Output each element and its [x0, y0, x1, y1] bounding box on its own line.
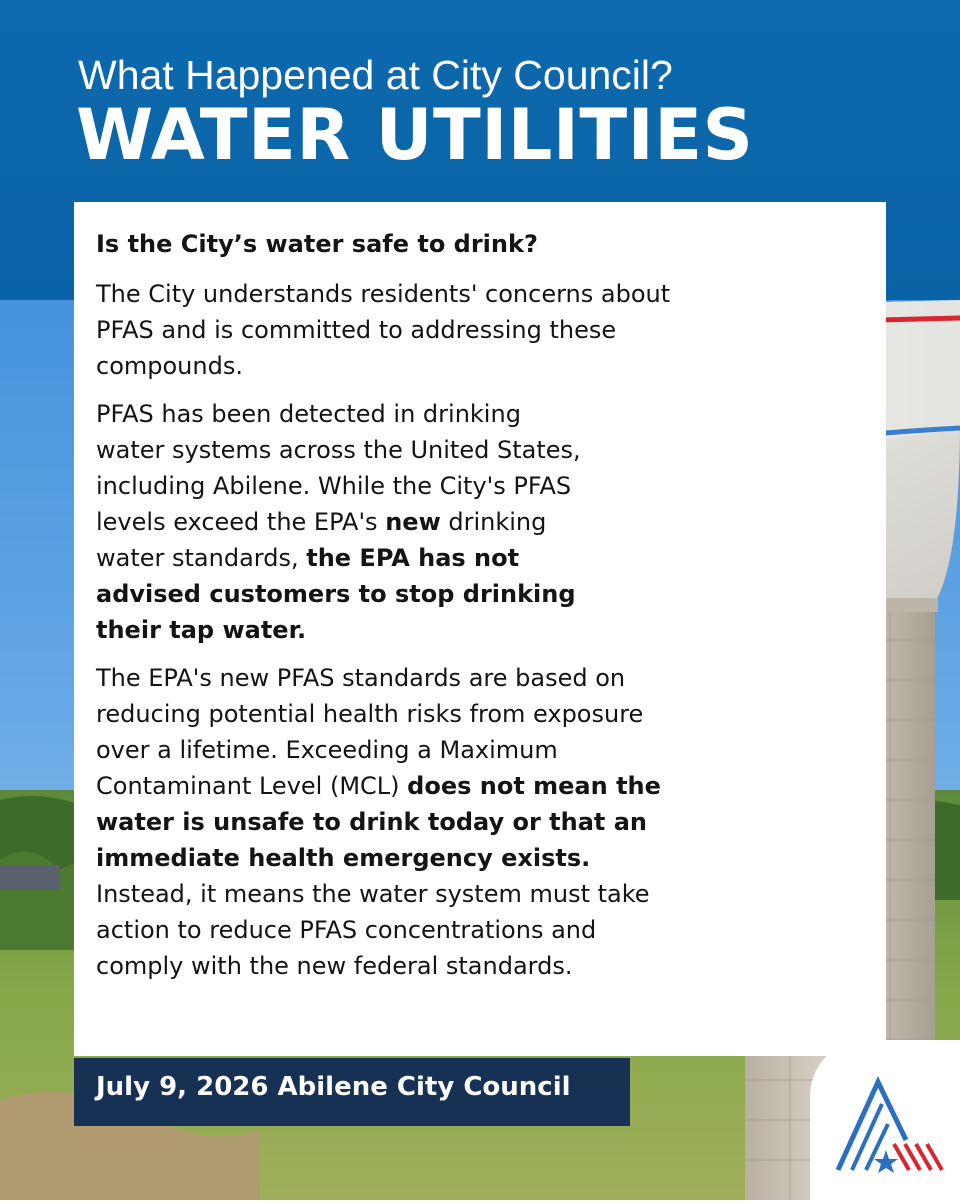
- header-title: WATER UTILITIES: [76, 94, 754, 176]
- paragraph-3: [96, 660, 676, 984]
- corner-badge: [810, 1040, 960, 1200]
- p2-bold-1: the EPA has not: [306, 544, 520, 572]
- paragraph-2: [96, 396, 676, 648]
- p3-bold-1: does not mean the: [407, 772, 661, 800]
- p3-line-1: The EPA's new PFAS standards are based on: [96, 664, 626, 692]
- abilene-logo-icon: [810, 1040, 960, 1200]
- p2-after-new: drinking: [440, 508, 547, 536]
- p3-end-1: Instead, it means the water system must take: [96, 880, 650, 908]
- p2-line-3: including Abilene. While the City's PFAS: [96, 472, 572, 500]
- card-text: [96, 226, 676, 996]
- p2-bold-2: advised customers to stop drinking: [96, 580, 576, 608]
- p2-line-5: water standards,: [96, 544, 307, 572]
- p2-bold-new: new: [385, 508, 441, 536]
- p3-bold-3: immediate health emergency exists.: [96, 844, 591, 872]
- card-question: Is the City’s water safe to drink?: [96, 230, 538, 258]
- p2-bold-3: their tap water.: [96, 616, 307, 644]
- paragraph-1: The City understands residents' concerns about PFAS and is committed to addressing these compounds.: [96, 280, 671, 380]
- p3-bold-2: water is unsafe to drink today or that an: [96, 808, 648, 836]
- p3-line-3: over a lifetime. Exceeding a Maximum: [96, 736, 558, 764]
- p2-line-1: PFAS has been detected in drinking: [96, 400, 521, 428]
- header-kicker: What Happened at City Council?: [78, 52, 673, 98]
- info-card: [74, 202, 886, 1056]
- p3-end-3: comply with the new federal standards.: [96, 952, 573, 980]
- p2-line-2: water systems across the United States,: [96, 436, 581, 464]
- footer-label: July 9, 2026 Abilene City Council: [96, 1072, 571, 1102]
- p3-end-2: action to reduce PFAS concentrations and: [96, 916, 597, 944]
- p3-line-4: Contaminant Level (MCL): [96, 772, 408, 800]
- footer-bar: [74, 1058, 630, 1126]
- p2-line-4: levels exceed the EPA's: [96, 508, 378, 536]
- p3-line-2: reducing potential health risks from exposure: [96, 700, 644, 728]
